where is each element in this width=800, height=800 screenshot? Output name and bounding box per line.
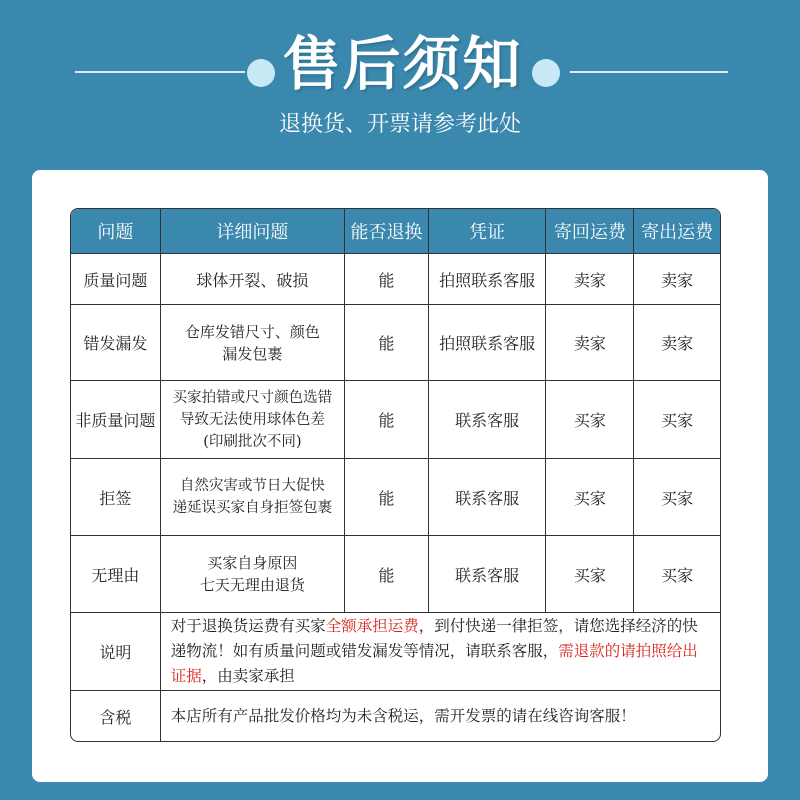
table-row [71, 305, 720, 381]
table-cell: 买家 [634, 381, 720, 459]
table-row [71, 381, 720, 459]
tax-label: 含税 [71, 691, 161, 741]
table-cell: 买家 [634, 459, 720, 536]
table-header-row [71, 209, 720, 254]
header-divider-right [570, 71, 728, 73]
note-label: 说明 [71, 613, 161, 691]
table-cell: 能 [345, 536, 429, 613]
header-dot-right [532, 59, 560, 87]
table-cell: 能 [345, 254, 429, 305]
table-cell: 买家 [546, 459, 634, 536]
header-divider-left [75, 71, 245, 73]
table-cell: 拍照联系客服 [429, 254, 547, 305]
table-cell: 无理由 [71, 536, 161, 613]
column-header: 能否退换 [345, 209, 429, 254]
table-cell: 买家拍错或尺寸颜色选错 导致无法使用球体色差 (印刷批次不同) [161, 381, 345, 459]
table-cell: 能 [345, 305, 429, 381]
table-cell: 拒签 [71, 459, 161, 536]
column-header: 寄出运费 [634, 209, 720, 254]
column-header: 凭证 [429, 209, 547, 254]
note-text [161, 613, 720, 691]
table-cell: 卖家 [634, 305, 720, 381]
table-cell: 卖家 [634, 254, 720, 305]
table-cell: 卖家 [546, 305, 634, 381]
table-cell: 卖家 [546, 254, 634, 305]
table-cell: 仓库发错尺寸、颜色 漏发包裹 [161, 305, 345, 381]
table-cell: 能 [345, 459, 429, 536]
after-sales-table [70, 208, 721, 742]
table-cell: 买家 [634, 536, 720, 613]
table-cell: 联系客服 [429, 459, 547, 536]
table-cell: 买家 [546, 381, 634, 459]
table-cell: 买家自身原因 七天无理由退货 [161, 536, 345, 613]
note-highlight: 需退款的请拍照给出证据 [170, 642, 698, 685]
table-cell: 自然灾害或节日大促快 递延误买家自身拒签包裹 [161, 459, 345, 536]
table-cell: 能 [345, 381, 429, 459]
table-cell: 错发漏发 [71, 305, 161, 381]
column-header: 问题 [71, 209, 161, 254]
page-subtitle: 退换货、开票请参考此处 [278, 112, 521, 137]
page-title: 售后须知 [282, 30, 523, 98]
header-dot-left [247, 59, 275, 87]
table-cell: 球体开裂、破损 [161, 254, 345, 305]
table-row [71, 536, 720, 613]
note-text-part: ，由卖家承担 [201, 667, 295, 685]
note-text-part: 对于退换货运费有买家 [170, 617, 326, 635]
table-cell: 联系客服 [429, 536, 547, 613]
tax-text: 本店所有产品批发价格均为未含税运，需开发票的请在线咨询客服！ [170, 706, 636, 725]
table-row [71, 459, 720, 536]
table-cell: 买家 [546, 536, 634, 613]
note-text-part: ，到付快递一律拒签，请您选择经济的快递物流！如有质量问题或错发漏发等情况，请联系客服， [170, 617, 698, 660]
table-cell: 联系客服 [429, 381, 547, 459]
table-cell: 拍照联系客服 [429, 305, 547, 381]
table-cell: 非质量问题 [71, 381, 161, 459]
note-highlight: 全额承担运费 [325, 617, 419, 635]
column-header: 详细问题 [161, 209, 345, 254]
table-row [71, 254, 720, 305]
tax-row [71, 691, 720, 741]
table-cell: 质量问题 [71, 254, 161, 305]
column-header: 寄回运费 [546, 209, 634, 254]
note-row [71, 613, 720, 691]
